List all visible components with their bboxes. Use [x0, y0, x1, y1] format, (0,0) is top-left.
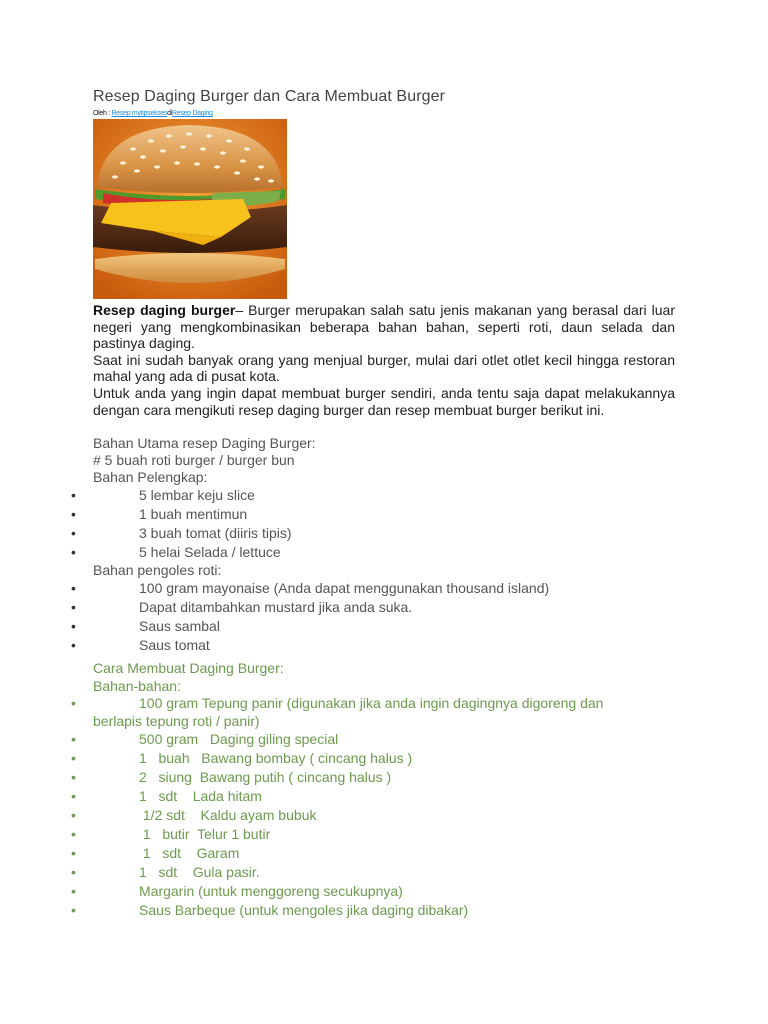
intro-p1-text: – Burger merupakan salah satu jenis makanan yang berasal dari luar negeri yang mengkombinasikan beberapa bahan bahan, seperti roti, daun selada dan pastinya daging.	[93, 302, 675, 352]
section2-subheading: Bahan-bahan:	[93, 678, 181, 694]
bullet: •	[71, 487, 76, 503]
bullet: •	[71, 864, 76, 880]
list-item: Saus Barbeque (untuk mengoles jika daging dibakar)	[139, 902, 469, 918]
list-item: 1 sdt Lada hitam	[139, 788, 262, 804]
list-item: Margarin (untuk menggoreng secukupnya)	[139, 883, 403, 899]
list-item: 1 sdt Gula pasir.	[139, 864, 260, 880]
pelengkap-heading: Bahan Pelengkap:	[93, 469, 208, 485]
list-item: 1 buah Bawang bombay ( cincang halus )	[139, 750, 413, 766]
list-item: 1 sdt Garam	[139, 845, 240, 861]
bullet: •	[71, 506, 76, 522]
burger-image	[93, 119, 287, 299]
list-item: 1/2 sdt Kaldu ayam bubuk	[139, 807, 317, 823]
bullet: •	[71, 769, 76, 785]
bullet: •	[71, 618, 76, 634]
bullet: •	[71, 788, 76, 804]
bullet: •	[71, 695, 76, 711]
bullet: •	[71, 845, 76, 861]
bullet: •	[71, 637, 76, 653]
list-item: 1 buah mentimun	[139, 506, 248, 522]
intro-paragraph-1	[93, 302, 675, 352]
category-link[interactable]: Resep Daging	[172, 110, 213, 117]
bullet: •	[71, 599, 76, 615]
intro-text	[93, 302, 675, 418]
byline-prefix: Oleh :	[93, 110, 110, 117]
list-item: 1 butir Telur 1 butir	[139, 826, 271, 842]
list-item-line2: berlapis tepung roti / panir)	[93, 712, 260, 729]
intro-bold-lead: Resep daging burger	[93, 302, 236, 318]
list-item-wrapped	[71, 695, 675, 730]
list-item: 5 helai Selada / lettuce	[139, 544, 281, 560]
bullet: •	[71, 807, 76, 823]
byline	[93, 110, 213, 117]
bullet: •	[71, 525, 76, 541]
bullet: •	[71, 544, 76, 560]
list-item: 100 gram mayonaise (Anda dapat menggunakan thousand island)	[139, 580, 550, 596]
main-ingredient: # 5 buah roti burger / burger bun	[93, 452, 295, 468]
section1-heading: Bahan Utama resep Daging Burger:	[93, 435, 316, 451]
section2-heading: Cara Membuat Daging Burger:	[93, 660, 284, 676]
intro-paragraph-2: Saat ini sudah banyak orang yang menjual burger, mulai dari otlet otlet kecil hingga restoran mahal yang ada di pusat kota.	[93, 351, 675, 385]
bullet: •	[71, 902, 76, 918]
list-item: 3 buah tomat (diiris tipis)	[139, 525, 292, 541]
bullet: •	[71, 731, 76, 747]
pengoles-heading: Bahan pengoles roti:	[93, 562, 222, 578]
list-item: 5 lembar keju slice	[139, 487, 255, 503]
list-item: 500 gram Daging giling special	[139, 731, 339, 747]
bullet: •	[71, 750, 76, 766]
list-item: Saus tomat	[139, 637, 210, 653]
bullet: •	[71, 883, 76, 899]
author-link[interactable]: Resep mytipsekses	[111, 110, 168, 117]
byline-mid: di	[167, 110, 172, 117]
list-item-line1: 100 gram Tepung panir (digunakan jika anda ingin dagingnya digoreng dan	[139, 695, 604, 711]
list-item: Dapat ditambahkan mustard jika anda suka.	[139, 599, 413, 615]
page-title: Resep Daging Burger dan Cara Membuat Burger	[93, 88, 446, 105]
list-item: 2 siung Bawang putih ( cincang halus )	[139, 769, 392, 785]
bullet: •	[71, 826, 76, 842]
bullet: •	[71, 580, 76, 596]
list-item: Saus sambal	[139, 618, 220, 634]
intro-paragraph-3: Untuk anda yang ingin dapat membuat burger sendiri, anda tentu saja dapat melakukannya dengan cara mengikuti resep daging burger dan resep membuat burger berikut ini.	[93, 384, 675, 418]
